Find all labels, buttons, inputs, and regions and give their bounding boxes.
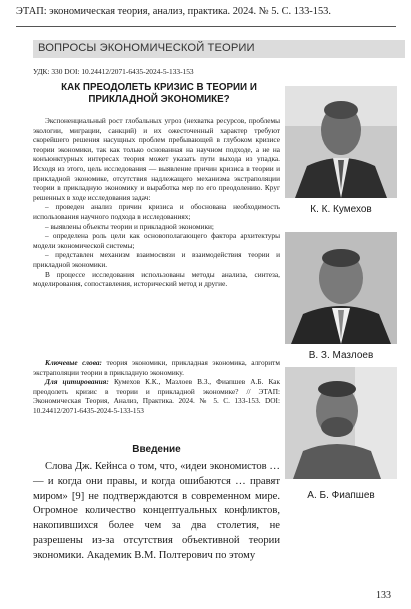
intro-paragraph: Слова Дж. Кейнса о том, что, «идеи экономистов …— и когда они правы, и когда ошибаются … правят миром» [9] не подтверждаются в современном мире. Огромное количество концептуальных конфликтов, накопившихся более чем за два столетия, не разрешены из-за отсутствия объективной теории экономики. Академик В.М. Полтерович по этому	[33, 461, 280, 561]
udk-doi-line: УДК: 330 DOI: 10.24412/2071-6435-2024-5-133-153	[33, 67, 194, 76]
abstract-methods: В процессе исследования использованы методы анализа, синтеза, моделирования, сопоставления, исторический метод и другие.	[33, 269, 280, 289]
abstract-task-item: – представлен механизм взаимосвязи и взаимодействия теории и прикладной экономики.	[33, 250, 280, 269]
page-number: 133	[376, 590, 391, 601]
keywords	[33, 358, 280, 377]
journal-header: ЭТАП: экономическая теория, анализ, практика. 2024. № 5. С. 133-153.	[16, 6, 331, 17]
abstract	[33, 116, 280, 289]
author-photo-fiapshev	[285, 367, 397, 479]
citation	[33, 377, 280, 415]
section-title: ВОПРОСЫ ЭКОНОМИЧЕСКОЙ ТЕОРИИ	[38, 42, 255, 54]
author-photo-kumekhov	[285, 86, 397, 198]
abstract-paragraph: Экспоненциальный рост глобальных угроз (нехватка ресурсов, проблемы экологии, миграции, санкций) и их ожесточенный характер требуют скорейшего решения насущных проблем пребывающей в глубоком кризисе теории экономики, так как только основанная на научном подходе, а не на конъюнктурных интересах теория может указать пути выхода из упадка. Исходя из этого, цель исследования — выявление причин кризиса в теории и прикладной экономике, отсутствия надлежащего механизма экстраполяции теории в прикладную экономику и выработка мер по его преодолению. Круг решенных в ходе исследования задач:	[33, 116, 280, 202]
header-divider	[16, 26, 396, 27]
abstract-task-item: – определена роль цели как основополагающего фактора архитектуры модели экономической системы;	[33, 231, 280, 250]
author-name-1: К. К. Кумехов	[310, 204, 372, 215]
author-photo-mazloev	[285, 232, 397, 344]
author-name-3: А. Б. Фиапшев	[307, 490, 375, 501]
keywords-label: Ключевые слова:	[45, 358, 102, 367]
intro-text	[33, 460, 280, 564]
article-title: КАК ПРЕОДОЛЕТЬ КРИЗИС В ТЕОРИИ И ПРИКЛАДНОЙ ЭКОНОМИКЕ?	[61, 82, 257, 105]
abstract-task-item: – проведен анализ причин кризиса и обоснована необходимость использования научного подхода в исследованиях;	[33, 202, 280, 221]
author-name-2: В. З. Мазлоев	[308, 350, 374, 361]
intro-heading: Введение	[132, 444, 181, 455]
citation-text: Кумехов К.К., Мазлоев В.З., Фиапшев А.Б. Как преодолеть кризис в теории и прикладной экономике? // ЭТАП: Экономическая Теория, Анализ, Практика. 2024. № 5. С. 133-153. DOI: 10.24412/2071-6435-2024-5-133-153	[33, 377, 281, 415]
keywords-text: теория экономики, прикладная экономика, алгоритм экстраполяции теории в прикладную экономику.	[33, 358, 280, 377]
citation-label: Для цитирования:	[45, 377, 109, 386]
abstract-task-item: – выявлены объекты теории и прикладной экономики;	[45, 221, 214, 231]
